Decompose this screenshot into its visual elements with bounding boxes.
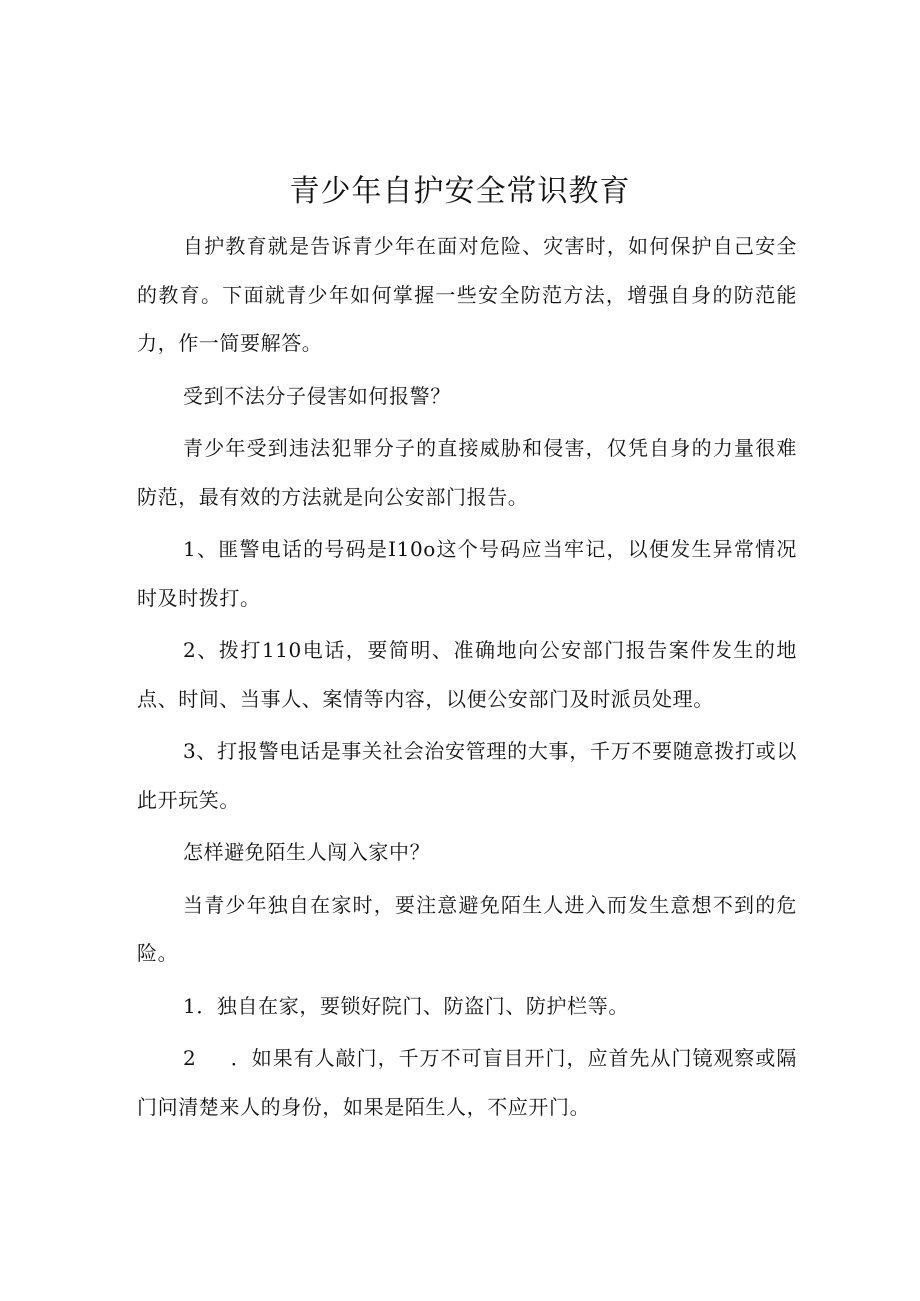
- strangers-list-item-1: 1．独自在家，要锁好院门、防盗门、防护栏等。: [183, 993, 629, 1018]
- list-item-number: 2: [183, 1046, 197, 1070]
- intro-paragraph: 自护教育就是告诉青少年在面对危险、灾害时，如何保护自己安全的教育。下面就青少年如何掌握一些安全防范方法，增强自身的防范能力，作一简要解答。: [137, 234, 797, 355]
- strangers-list-item-2: [137, 1034, 797, 1131]
- report-police-paragraph: 青少年受到违法犯罪分子的直接威胁和侵害，仅凭自身的力量很难防范，最有效的方法就是向公安部门报告。: [137, 436, 797, 509]
- strangers-paragraph: 当青少年独自在家时，要注意避免陌生人进入而发生意想不到的危险。: [137, 892, 797, 965]
- section-heading-report-police: 受到不法分子侵害如何报警？: [183, 383, 451, 408]
- document-body: [137, 222, 797, 1135]
- document-title: 青少年自护安全常识教育: [289, 174, 631, 209]
- list-item-1: 1、匪警电话的号码是I10o这个号码应当牢记，以便发生异常情况时及时拨打。: [137, 537, 797, 610]
- section-heading-strangers: 怎样避免陌生人闯入家中？: [183, 840, 431, 864]
- list-item-text: ．如果有人敲门，千万不可盲目开门，应首先从门镜观察或隔门问清楚来人的身份，如果是陌生人，不应开门。: [137, 1046, 797, 1119]
- list-item-3: 3、打报警电话是事关社会治安管理的大事，千万不要随意拨打或以此开玩笑。: [137, 739, 797, 812]
- list-item-2: 2、拨打110电话，要简明、准确地向公安部门报告案件发生的地点、时间、当事人、案情等内容，以便公安部门及时派员处理。: [137, 638, 797, 711]
